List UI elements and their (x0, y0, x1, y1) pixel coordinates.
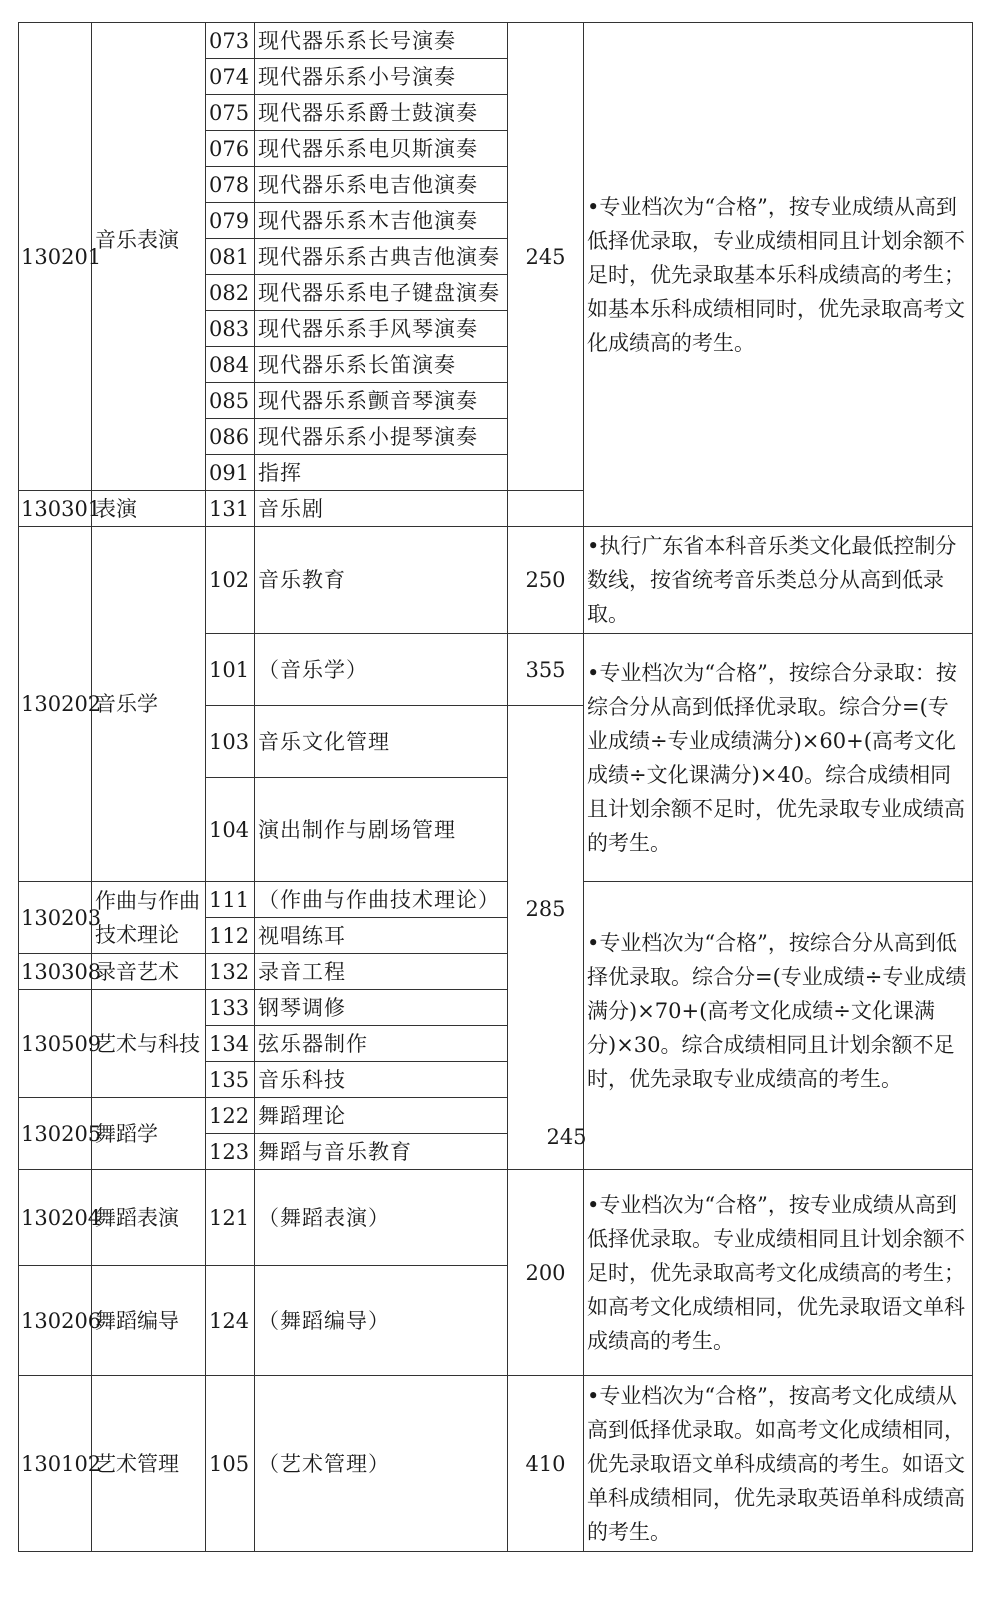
major-code: 130301 (19, 491, 92, 527)
major-code: 130201 (19, 23, 92, 491)
sub-code: 122 (206, 1098, 255, 1134)
major-name: 舞蹈学 (92, 1098, 206, 1170)
admission-rule: •专业档次为“合格”，按综合分从高到低择优录取。综合分=(专业成绩÷专业成绩满分)×70+(高考文化成绩÷文化课满分)×30。综合成绩相同且计划余额不足时，优先录取专业成绩高的考生。 (584, 882, 973, 1170)
plan-count: 285 (508, 706, 584, 1170)
sub-name: 现代器乐系电吉他演奏 (255, 167, 508, 203)
sub-name: 现代器乐系木吉他演奏 (255, 203, 508, 239)
sub-name: 现代器乐系小提琴演奏 (255, 419, 508, 455)
sub-code: 132 (206, 954, 255, 990)
sub-name: 现代器乐系电子键盘演奏 (255, 275, 508, 311)
major-code: 130509 (19, 990, 92, 1098)
sub-code: 105 (206, 1376, 255, 1552)
admission-rule: •专业档次为“合格”，按专业成绩从高到低择优录取，专业成绩相同且计划余额不足时，优先录取基本乐科成绩高的考生；如基本乐科成绩相同时，优先录取高考文化成绩高的考生。 (584, 23, 973, 527)
sub-code: 086 (206, 419, 255, 455)
major-code: 130203 (19, 882, 92, 954)
sub-code: 124 (206, 1266, 255, 1376)
major-name: 舞蹈表演 (92, 1170, 206, 1266)
admission-rule: •专业档次为“合格”，按高考文化成绩从高到低择优录取。如高考文化成绩相同，优先录取语文单科成绩高的考生。如语文单科成绩相同，优先录取英语单科成绩高的考生。 (584, 1376, 973, 1552)
plan-count: 200 (508, 1170, 584, 1376)
sub-code: 079 (206, 203, 255, 239)
sub-code: 078 (206, 167, 255, 203)
sub-name: 现代器乐系爵士鼓演奏 (255, 95, 508, 131)
sub-code: 082 (206, 275, 255, 311)
sub-name: 现代器乐系长笛演奏 (255, 347, 508, 383)
sub-code: 076 (206, 131, 255, 167)
sub-code: 102 (206, 527, 255, 634)
sub-code: 133 (206, 990, 255, 1026)
sub-name: 视唱练耳 (255, 918, 508, 954)
sub-code: 091 (206, 455, 255, 491)
sub-code: 075 (206, 95, 255, 131)
plan-count: 250 (508, 527, 584, 634)
major-name: 录音艺术 (92, 954, 206, 990)
sub-code: 104 (206, 778, 255, 882)
admission-table (18, 22, 973, 1552)
sub-code: 084 (206, 347, 255, 383)
sub-name: 现代器乐系颤音琴演奏 (255, 383, 508, 419)
admission-rule: •专业档次为“合格”，按专业成绩从高到低择优录取。专业成绩相同且计划余额不足时，优先录取高考文化成绩高的考生；如高考文化成绩相同，优先录取语文单科成绩高的考生。 (584, 1170, 973, 1376)
sub-code: 134 (206, 1026, 255, 1062)
sub-code: 081 (206, 239, 255, 275)
sub-code: 103 (206, 706, 255, 778)
major-name: 舞蹈编导 (92, 1266, 206, 1376)
major-code: 130206 (19, 1266, 92, 1376)
sub-name: 指挥 (255, 455, 508, 491)
sub-code: 131 (206, 491, 255, 527)
sub-code: 085 (206, 383, 255, 419)
plan-count (508, 491, 584, 527)
sub-name: （音乐学） (255, 634, 508, 706)
sub-name: 音乐文化管理 (255, 706, 508, 778)
sub-code: 111 (206, 882, 255, 918)
sub-name: （舞蹈表演） (255, 1170, 508, 1266)
sub-name: 录音工程 (255, 954, 508, 990)
major-name: 艺术与科技 (92, 990, 206, 1098)
admission-table-wrapper (18, 22, 973, 1552)
major-name: 表演 (92, 491, 206, 527)
major-code: 130204 (19, 1170, 92, 1266)
sub-code: 074 (206, 59, 255, 95)
sub-code: 112 (206, 918, 255, 954)
sub-name: 钢琴调修 (255, 990, 508, 1026)
major-name: 作曲与作曲技术理论 (92, 882, 206, 954)
sub-name: 现代器乐系古典吉他演奏 (255, 239, 508, 275)
sub-name: 舞蹈与音乐教育 (255, 1134, 508, 1170)
sub-name: 音乐教育 (255, 527, 508, 634)
plan-count: 355 (508, 634, 584, 706)
table-row (19, 1376, 973, 1552)
sub-name: 现代器乐系电贝斯演奏 (255, 131, 508, 167)
sub-name: 现代器乐系小号演奏 (255, 59, 508, 95)
major-name: 音乐学 (92, 527, 206, 882)
sub-name: （作曲与作曲技术理论） (255, 882, 508, 918)
plan-count: 245 (508, 23, 584, 491)
major-code: 130205 (19, 1098, 92, 1170)
major-code: 130308 (19, 954, 92, 990)
sub-code: 101 (206, 634, 255, 706)
table-row (19, 527, 973, 634)
sub-code: 135 (206, 1062, 255, 1098)
sub-name: 舞蹈理论 (255, 1098, 508, 1134)
major-name: 艺术管理 (92, 1376, 206, 1552)
sub-name: 现代器乐系长号演奏 (255, 23, 508, 59)
sub-name: （舞蹈编导） (255, 1266, 508, 1376)
table-row (19, 1170, 973, 1266)
major-code: 130102 (19, 1376, 92, 1552)
sub-name: （艺术管理） (255, 1376, 508, 1552)
major-code: 130202 (19, 527, 92, 882)
sub-name: 音乐剧 (255, 491, 508, 527)
sub-code: 083 (206, 311, 255, 347)
plan-count: 410 (508, 1376, 584, 1552)
major-name: 音乐表演 (92, 23, 206, 491)
admission-rule: •专业档次为“合格”，按综合分录取：按综合分从高到低择优录取。综合分=(专业成绩÷专业成绩满分)×60+(高考文化成绩÷文化课满分)×40。综合成绩相同且计划余额不足时，优先录取专业成绩高的考生。 (584, 634, 973, 882)
sub-name: 现代器乐系手风琴演奏 (255, 311, 508, 347)
table-row (19, 23, 973, 59)
sub-code: 073 (206, 23, 255, 59)
sub-name: 演出制作与剧场管理 (255, 778, 508, 882)
sub-name: 弦乐器制作 (255, 1026, 508, 1062)
dance-plan-overlay: 245 (546, 1125, 587, 1149)
admission-rule: •执行广东省本科音乐类文化最低控制分数线，按省统考音乐类总分从高到低录取。 (584, 527, 973, 634)
sub-code: 121 (206, 1170, 255, 1266)
table-row (19, 882, 973, 918)
sub-name: 音乐科技 (255, 1062, 508, 1098)
sub-code: 123 (206, 1134, 255, 1170)
